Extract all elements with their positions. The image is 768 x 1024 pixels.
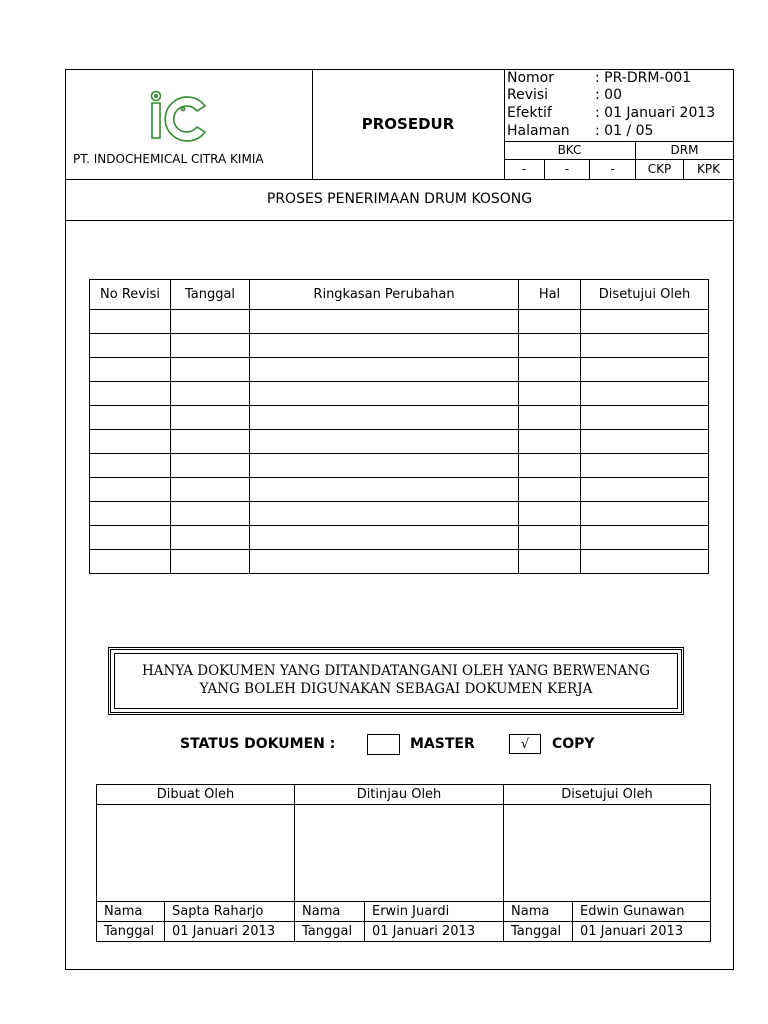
signature-area-prepared: [97, 805, 295, 902]
table-cell: [581, 310, 709, 334]
table-cell: [581, 430, 709, 454]
copy-checkbox[interactable]: √: [509, 734, 541, 754]
table-cell: [250, 334, 519, 358]
table-cell: [250, 310, 519, 334]
date-label: Tanggal: [295, 922, 365, 942]
table-row: [90, 478, 709, 502]
table-cell: [250, 406, 519, 430]
logo-cell: [66, 70, 313, 179]
table-row: [90, 310, 709, 334]
table-cell: [171, 526, 250, 550]
table-cell: [519, 334, 581, 358]
table-cell: [250, 478, 519, 502]
table-row: [90, 430, 709, 454]
company-name: PT. INDOCHEMICAL CITRA KIMIA: [73, 152, 264, 166]
signature-name-row: [97, 902, 711, 922]
info-row-revisi: [507, 87, 622, 103]
table-cell: [581, 334, 709, 358]
info-row-halaman: [507, 123, 653, 139]
signature-header-row: [97, 785, 711, 805]
sub-cell: KPK: [683, 159, 733, 179]
document-header: [66, 70, 733, 180]
name-label: Nama: [295, 902, 365, 922]
doc-info-block: [504, 70, 733, 179]
info-label: Revisi: [507, 87, 549, 103]
info-row-nomor: [507, 70, 691, 86]
table-cell: [519, 454, 581, 478]
table-cell: [171, 550, 250, 574]
table-cell: [250, 430, 519, 454]
signature-area-approved: [504, 805, 711, 902]
date-label: Tanggal: [97, 922, 165, 942]
signature-date-row: [97, 922, 711, 942]
table-row: [90, 526, 709, 550]
name-label: Nama: [504, 902, 573, 922]
date-prepared: 01 Januari 2013: [165, 922, 295, 942]
table-cell: [90, 310, 171, 334]
table-cell: [90, 502, 171, 526]
table-cell: [581, 526, 709, 550]
table-cell: [250, 358, 519, 382]
table-cell: [519, 406, 581, 430]
info-value: : 01 / 05: [595, 123, 654, 139]
sub-cell: -: [589, 159, 635, 179]
table-row: [90, 406, 709, 430]
sig-header-approved: Disetujui Oleh: [504, 785, 711, 805]
dept-bkc: BKC: [557, 143, 582, 157]
revision-table: [89, 279, 709, 574]
signature-space-row: [97, 805, 711, 902]
table-cell: [171, 406, 250, 430]
table-row: [90, 502, 709, 526]
sub-cell: -: [544, 159, 589, 179]
table-row: [90, 334, 709, 358]
table-cell: [581, 478, 709, 502]
col-header: Disetujui Oleh: [581, 280, 709, 310]
date-label: Tanggal: [504, 922, 573, 942]
col-header: No Revisi: [90, 280, 171, 310]
table-cell: [250, 454, 519, 478]
info-label: Halaman: [507, 123, 570, 139]
info-value: : 01 Januari 2013: [595, 105, 716, 121]
authorization-notice: [108, 647, 684, 715]
master-checkbox[interactable]: [367, 734, 400, 755]
table-cell: [171, 454, 250, 478]
table-cell: [519, 382, 581, 406]
date-reviewed: 01 Januari 2013: [365, 922, 504, 942]
table-cell: [171, 502, 250, 526]
name-reviewed: Erwin Juardi: [365, 902, 504, 922]
info-row-efektif: [507, 105, 715, 121]
status-label: STATUS DOKUMEN :: [180, 736, 336, 752]
dept-drm: DRM: [670, 143, 699, 157]
table-cell: [171, 478, 250, 502]
dept-row: [504, 141, 733, 160]
table-cell: [90, 358, 171, 382]
table-cell: [90, 430, 171, 454]
table-cell: [519, 502, 581, 526]
col-header: Tanggal: [171, 280, 250, 310]
master-label: MASTER: [410, 736, 475, 752]
company-logo-icon: [148, 88, 210, 144]
dept-sub-row: [504, 159, 733, 179]
procedure-title: PROSES PENERIMAAN DRUM KOSONG: [66, 179, 733, 221]
sub-cell: -: [521, 162, 527, 176]
table-cell: [171, 382, 250, 406]
name-label: Nama: [97, 902, 165, 922]
table-cell: [519, 310, 581, 334]
table-cell: [250, 382, 519, 406]
sig-header-reviewed: Ditinjau Oleh: [295, 785, 504, 805]
col-header: Ringkasan Perubahan: [250, 280, 519, 310]
info-label: Efektif: [507, 105, 552, 121]
table-cell: [250, 526, 519, 550]
name-prepared: Sapta Raharjo: [165, 902, 295, 922]
table-row: [90, 382, 709, 406]
table-row: [90, 454, 709, 478]
table-cell: [90, 454, 171, 478]
revision-header-row: [90, 280, 709, 310]
table-cell: [581, 382, 709, 406]
table-cell: [90, 334, 171, 358]
signature-area-reviewed: [295, 805, 504, 902]
signature-table: [96, 784, 711, 942]
info-value: : PR-DRM-001: [595, 70, 692, 86]
table-cell: [90, 406, 171, 430]
table-cell: [90, 382, 171, 406]
table-cell: [171, 310, 250, 334]
table-cell: [171, 334, 250, 358]
date-approved: 01 Januari 2013: [573, 922, 711, 942]
table-cell: [171, 430, 250, 454]
notice-line-2: YANG BOLEH DIGUNAKAN SEBAGAI DOKUMEN KERJA: [199, 681, 593, 697]
table-cell: [90, 478, 171, 502]
table-cell: [519, 526, 581, 550]
document-page: [65, 69, 734, 970]
notice-line-1: HANYA DOKUMEN YANG DITANDATANGANI OLEH YANG BERWENANG: [142, 663, 650, 679]
table-cell: [519, 430, 581, 454]
table-cell: [90, 526, 171, 550]
table-cell: [581, 550, 709, 574]
table-cell: [519, 358, 581, 382]
name-approved: Edwin Gunawan: [573, 902, 711, 922]
table-cell: [581, 406, 709, 430]
info-value: : 00: [595, 87, 622, 103]
table-cell: [519, 478, 581, 502]
doc-type-cell: [312, 70, 505, 179]
col-header: Hal: [519, 280, 581, 310]
table-row: [90, 358, 709, 382]
info-label: Nomor: [507, 70, 554, 86]
table-cell: [250, 502, 519, 526]
table-cell: [581, 454, 709, 478]
doc-type-title: PROSEDUR: [361, 115, 455, 133]
table-cell: [250, 550, 519, 574]
table-cell: [90, 550, 171, 574]
table-cell: [581, 358, 709, 382]
table-cell: [519, 550, 581, 574]
table-row: [90, 550, 709, 574]
sig-header-prepared: Dibuat Oleh: [97, 785, 295, 805]
table-cell: [171, 358, 250, 382]
table-cell: [581, 502, 709, 526]
sub-cell: CKP: [635, 159, 683, 179]
copy-label: COPY: [552, 736, 595, 752]
